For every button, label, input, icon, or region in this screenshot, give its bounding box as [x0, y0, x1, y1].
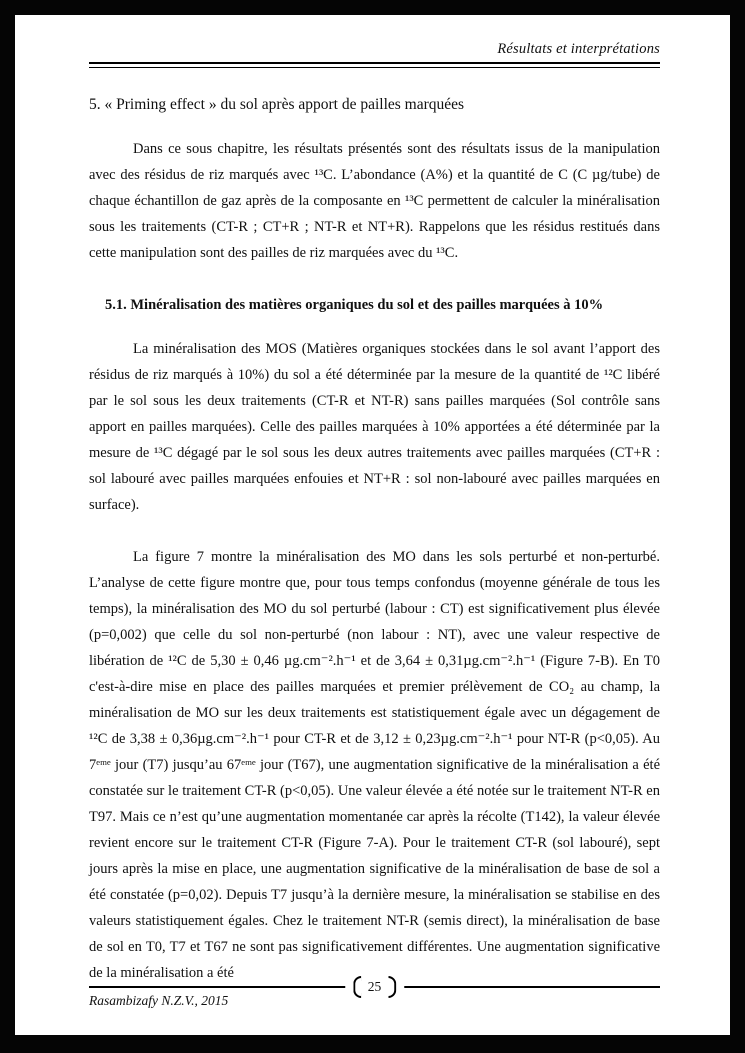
- page-footer: [89, 979, 660, 1009]
- page-number: 25: [367, 979, 382, 994]
- section-title: 5. « Priming effect » du sol après apport de pailles marquées: [89, 96, 465, 113]
- bracket-right-icon: [388, 976, 396, 998]
- bracket-left-icon: [353, 976, 361, 998]
- paragraph: Dans ce sous chapitre, les résultats présentés sont des résultats issus de la manipulation avec des résidus de riz marqués avec ¹³C. L’abondance (A%) et la quantité de C (C µg/tube) de chaque échantillon de gaz après de la composante en ¹³C permettent de calculer la minéralisation sous les traitements (CT-R ; CT+R ; NT-R et NT+R). Rappelons que les résidus restitués dans cette manipulation sont des pailles de riz marquées avec du ¹³C.: [89, 141, 660, 261]
- paragraph: La minéralisation des MOS (Matières organiques stockées dans le sol avant l’apport des résidus de riz marqués à 10%) du sol a été déterminée par la mesure de la quantité de ¹²C libéré par le sol sous les deux traitements (CT-R et NT-R) sans pailles marquées (Sol contrôle sans apport en pailles marquées). Celle des pailles marquées à 10% apportées a été déterminée par la mesure de ¹³C dégagé par le sol sous les deux autres traitements avec pailles marquées (CT+R : sol labouré avec pailles marquées enfouies et NT+R : sol non-labouré avec pailles marquées en surface).: [89, 341, 660, 513]
- running-header-title: Résultats et interprétations: [497, 41, 660, 57]
- document-page: [15, 15, 730, 1035]
- paragraph: La figure 7 montre la minéralisation des MO dans les sols perturbé et non-perturbé. L’analyse de cette figure montre que, pour tous temps confondus (moyenne générale de tous les temps), la minéralisation des MO du sol perturbé (labour : CT) est significativement plus élevée (p=0,002) que celle du sol non-perturbé (non labour : NT), avec une valeur respective de libération de ¹²C de 5,30 ± 0,46 µg.cm⁻².h⁻¹ et de 3,64 ± 0,31µg.cm⁻².h⁻¹ (Figure 7-B). En T0 c'est-à-dire mise en place des pailles marquées et premier prélèvement de CO₂ au champ, la minéralisation de MO sur les deux traitements est statistiquement égale avec un dégagement de ¹²C de 3,38 ± 0,36µg.cm⁻².h⁻¹ pour CT-R et de 3,12 ± 0,23µg.cm⁻².h⁻¹ pour NT-R (p<0,05). Au 7ᵉᵐᵉ jour (T7) jusqu’au 67ᵉᵐᵉ jour (T67), une augmentation significative de la minéralisation a été constatée sur le traitement CT-R (p<0,05). Une valeur élevée a été notée sur le traitement NT-R en T97. Mais ce n’est qu’une augmentation momentanée car après la récolte (T142), la valeur élevée revient encore sur le traitement CT-R (Figure 7-A). Pour le traitement CT-R (sol labouré), sept jours après la mise en place, une augmentation significative de la minéralisation de base de sol a été constatée (p=0,02). Depuis T7 jusqu’à la dernière mesure, la minéralisation se stabilise en des valeurs statistiquement égales. Chez le traitement NT-R (semis direct), la minéralisation de base de sol en T0, T7 et T67 ne sont pas significativement différentes. Une augmentation significative de la minéralisation a été: [89, 549, 660, 981]
- header-rule-divider: [89, 62, 660, 68]
- author-name: Rasambizafy N.Z.V., 2015: [89, 993, 229, 1008]
- subsection-title: 5.1. Minéralisation des matières organiques du sol et des pailles marquées à 10%: [105, 297, 604, 313]
- page-body: [89, 94, 660, 986]
- page-number-badge: [345, 973, 405, 1001]
- footer-rule-divider: [89, 979, 660, 994]
